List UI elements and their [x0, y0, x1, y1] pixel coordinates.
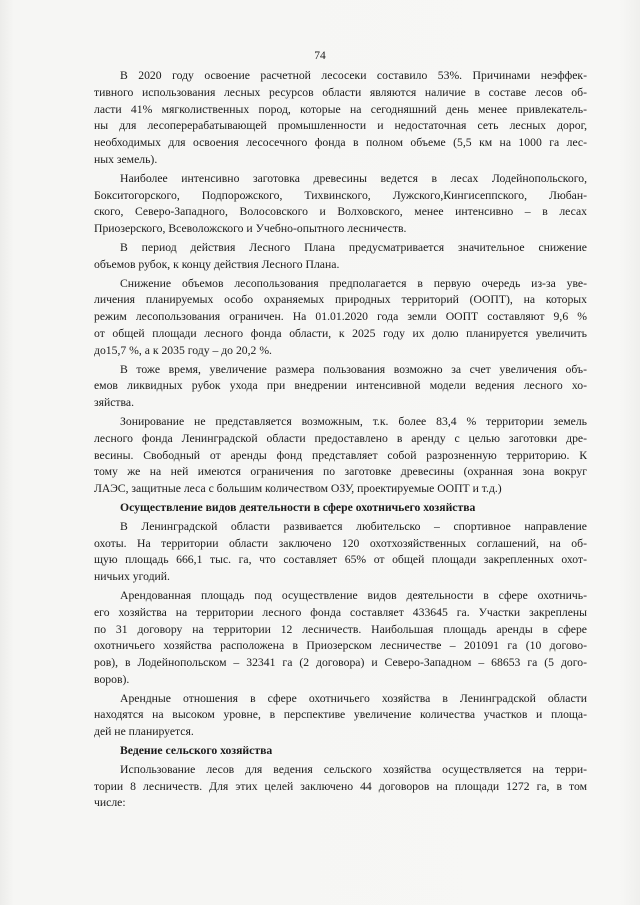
text-line: ны для лесоперерабатывающей промышленности и недостаточная сеть лесных дорог, [94, 119, 587, 133]
text-line: Зонирование не представляется возможным, т.к. более 83,4 % территории земель [120, 414, 587, 428]
text-line: охоты. На территории области заключено 120 охотхозяйственных соглашений, на об- [94, 536, 587, 550]
text-line: зяйства. [94, 396, 135, 410]
paragraph [94, 362, 587, 412]
paragraph [94, 240, 587, 274]
paragraph [94, 691, 587, 741]
text-line: Арендные отношения в сфере охотничьего хозяйства в Ленинградской области [120, 691, 587, 705]
text-line: тому же на ней имеются ограничения по заготовке древесины (охранная зона вокруг [94, 465, 587, 479]
paragraph [94, 762, 587, 812]
text-line: щую площадь 666,1 тыс. га, что составляет 65% от общей площади закрепленных охот- [94, 553, 587, 567]
text-line: охотничьего хозяйства расположена в Приозерском лесничестве – 201091 га (10 догово- [94, 639, 587, 653]
text-line: весины. Свободный от аренды фонд представляет собой разрозненную территорию. К [94, 448, 587, 462]
paragraph [94, 588, 587, 689]
text-line: личения планируемых особо охраняемых природных территорий (ООПТ), на которых [94, 293, 587, 307]
section-heading [94, 500, 587, 517]
text-line: В 2020 году освоение расчетной лесосеки составило 53%. Причинами неэффек- [120, 69, 587, 82]
text-line: тории 8 лесничеств. Для этих целей заключено 44 договоров на площади 1272 га, в том [94, 779, 587, 793]
text-line: ничьих угодий. [94, 570, 170, 584]
text-line: емов ликвидных рубок ухода при внедрении интенсивной модели ведения лесного хо- [94, 379, 587, 393]
text-line: Ведение сельского хозяйства [120, 744, 273, 758]
text-line: Приозерского, Всеволожского и Учебно-опытного лесничеств. [94, 222, 407, 236]
paragraph [94, 414, 587, 498]
text-line: ского, Северо-Западного, Волосовского и Волховского, менее интенсивно – в лесах [94, 205, 587, 219]
text-line: Бокситогорского, Подпорожского, Тихвинского, Лужского,Кингисеппского, Любан- [94, 188, 587, 202]
text-line: его хозяйства на территории лесного фонда составляет 433645 га. Участки закреплены [94, 605, 587, 619]
text-line: режим лесопользования ограничен. На 01.01.2020 года земли ООПТ составляют 9,6 % [94, 310, 587, 324]
document-body [94, 68, 587, 812]
text-line: объемов рубок, к концу действия Лесного Плана. [94, 257, 340, 271]
text-line: Снижение объемов лесопользования предполагается в первую очередь из-за уве- [120, 276, 587, 290]
text-line: ласти 41% мягколиственных пород, которые на сегодняшний день менее привлекатель- [94, 102, 587, 116]
paragraph [94, 276, 587, 360]
text-line: лесного фонда Ленинградской области предоставлено в аренду с целью заготовки дре- [94, 431, 587, 445]
text-line: необходимых для освоения лесосечного фонда в полном объеме (5,5 км на 1000 га лес- [94, 136, 587, 150]
text-line: Наиболее интенсивно заготовка древесины ведется в лесах Лодейнопольского, [120, 171, 587, 185]
text-line: В Ленинградской области развивается любительско – спортивное направление [120, 519, 587, 533]
text-line: Использование лесов для ведения сельского хозяйства осуществляется на терри- [120, 762, 587, 776]
text-line: В тоже время, увеличение размера пользования возможно за счет увеличения объ- [120, 362, 587, 376]
text-line: тивного использования лесных ресурсов области являются наличие в составе лесов об- [94, 85, 587, 99]
text-line: Осуществление видов деятельности в сфере охотничьего хозяйства [120, 500, 476, 514]
section-heading [94, 743, 587, 760]
paragraph [94, 519, 587, 586]
text-line: ров), в Лодейнопольском – 32341 га (2 договора) и Северо-Западном – 68653 га (5 дого- [94, 656, 587, 670]
text-line: В период действия Лесного Плана предусматривается значительное снижение [120, 240, 587, 254]
text-line: дей не планируется. [94, 725, 194, 739]
text-line: воров). [94, 672, 130, 686]
text-line: ЛАЭС, защитные леса с большим количеством ОЗУ, проектируемые ООПТ и т.д.) [94, 482, 502, 496]
paragraph [94, 171, 587, 238]
text-line: ных земель). [94, 152, 158, 166]
text-line: по 31 договору на территории 12 лесничеств. Наибольшая площадь аренды в сфере [94, 622, 587, 636]
text-line: Арендованная площадь под осуществление видов деятельности в сфере охотничь- [120, 588, 587, 602]
text-line: находятся на высоком уровне, в перспективе увеличение количества участков и площа- [94, 708, 587, 722]
text-line: числе: [94, 796, 126, 810]
text-line: от общей площади лесного фонда области, к 2025 году их долю планируется увеличить [94, 326, 587, 340]
paragraph [94, 68, 587, 169]
page-number: 74 [314, 50, 326, 62]
text-line: до15,7 %, а к 2035 году – до 20,2 %. [94, 343, 272, 357]
